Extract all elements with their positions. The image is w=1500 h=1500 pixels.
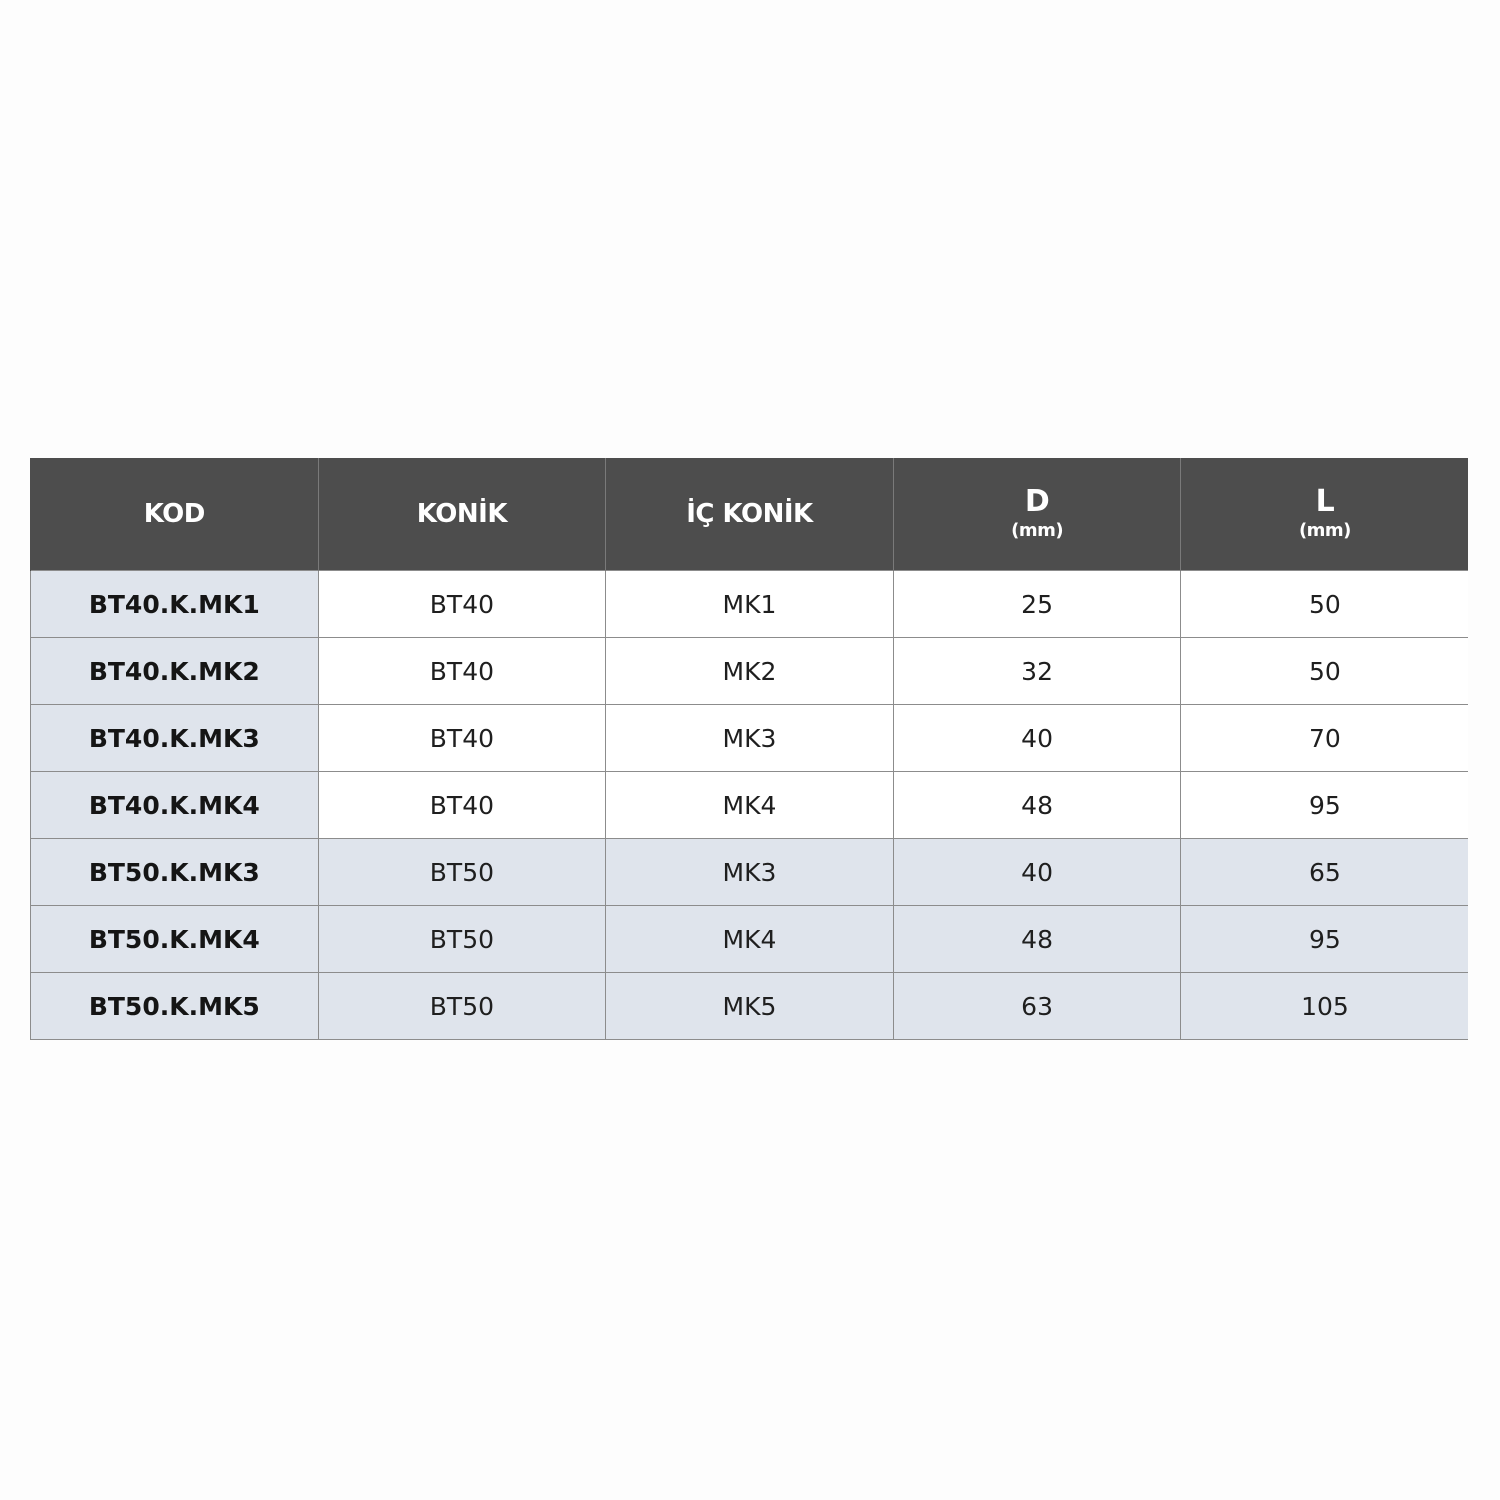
header-label: D bbox=[1024, 484, 1050, 519]
cell-kod: BT50.K.MK3 bbox=[31, 839, 319, 906]
spec-table bbox=[30, 458, 1468, 1040]
cell-ic-konik: MK5 bbox=[606, 973, 894, 1040]
header-label: KONİK bbox=[416, 499, 507, 529]
cell-d: 48 bbox=[893, 906, 1181, 973]
table-row bbox=[31, 772, 1469, 839]
table-row bbox=[31, 839, 1469, 906]
header-row bbox=[31, 458, 1469, 571]
cell-d: 40 bbox=[893, 705, 1181, 772]
cell-ic-konik: MK4 bbox=[606, 906, 894, 973]
cell-kod: BT40.K.MK3 bbox=[31, 705, 319, 772]
cell-d: 25 bbox=[893, 571, 1181, 638]
table-row bbox=[31, 638, 1469, 705]
header-unit: (mm) bbox=[1011, 520, 1064, 541]
header-konik bbox=[318, 458, 606, 571]
cell-ic-konik: MK2 bbox=[606, 638, 894, 705]
cell-d: 63 bbox=[893, 973, 1181, 1040]
table-row bbox=[31, 571, 1469, 638]
cell-kod: BT40.K.MK1 bbox=[31, 571, 319, 638]
cell-ic-konik: MK4 bbox=[606, 772, 894, 839]
table-body bbox=[31, 571, 1469, 1040]
table-row bbox=[31, 705, 1469, 772]
cell-konik: BT40 bbox=[318, 638, 606, 705]
cell-ic-konik: MK3 bbox=[606, 839, 894, 906]
cell-d: 48 bbox=[893, 772, 1181, 839]
cell-l: 105 bbox=[1181, 973, 1469, 1040]
header-ic-konik bbox=[606, 458, 894, 571]
cell-ic-konik: MK3 bbox=[606, 705, 894, 772]
cell-konik: BT50 bbox=[318, 973, 606, 1040]
cell-l: 65 bbox=[1181, 839, 1469, 906]
cell-konik: BT40 bbox=[318, 772, 606, 839]
table-row bbox=[31, 973, 1469, 1040]
cell-l: 70 bbox=[1181, 705, 1469, 772]
cell-kod: BT50.K.MK5 bbox=[31, 973, 319, 1040]
cell-konik: BT50 bbox=[318, 906, 606, 973]
cell-l: 95 bbox=[1181, 772, 1469, 839]
header-label: KOD bbox=[143, 499, 205, 529]
cell-d: 32 bbox=[893, 638, 1181, 705]
cell-l: 50 bbox=[1181, 638, 1469, 705]
header-kod bbox=[31, 458, 319, 571]
cell-l: 50 bbox=[1181, 571, 1469, 638]
cell-kod: BT40.K.MK4 bbox=[31, 772, 319, 839]
cell-konik: BT40 bbox=[318, 571, 606, 638]
header-d bbox=[893, 458, 1181, 571]
table-header bbox=[31, 458, 1469, 571]
cell-d: 40 bbox=[893, 839, 1181, 906]
cell-konik: BT40 bbox=[318, 705, 606, 772]
header-l bbox=[1181, 458, 1469, 571]
cell-kod: BT50.K.MK4 bbox=[31, 906, 319, 973]
header-label: L bbox=[1315, 484, 1335, 519]
cell-ic-konik: MK1 bbox=[606, 571, 894, 638]
header-unit: (mm) bbox=[1298, 520, 1351, 541]
cell-konik: BT50 bbox=[318, 839, 606, 906]
header-label: İÇ KONİK bbox=[686, 499, 813, 529]
cell-l: 95 bbox=[1181, 906, 1469, 973]
cell-kod: BT40.K.MK2 bbox=[31, 638, 319, 705]
table-row bbox=[31, 906, 1469, 973]
